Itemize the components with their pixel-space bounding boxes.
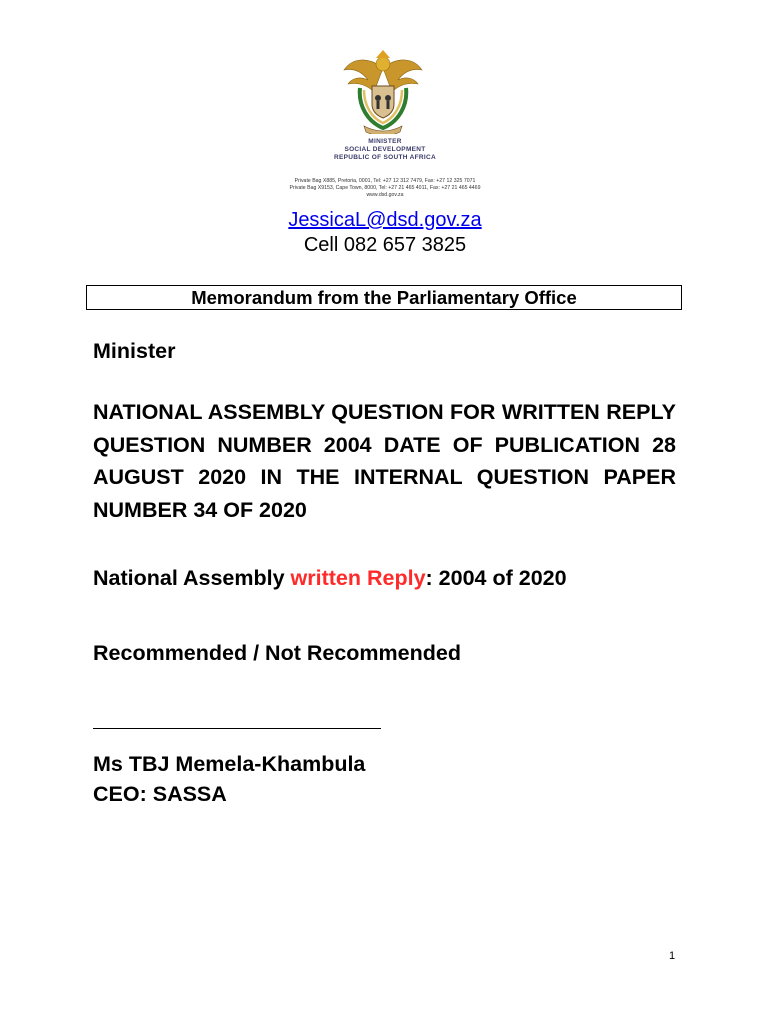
- dept-line-2: SOCIAL DEVELOPMENT: [344, 146, 426, 153]
- cell-number: Cell 082 657 3825: [303, 234, 467, 256]
- signature-line: [93, 728, 381, 729]
- reply-prefix: National Assembly: [93, 566, 291, 590]
- signatory-name: Ms TBJ Memela-Khambula: [93, 752, 366, 776]
- coat-of-arms-icon: [338, 48, 428, 134]
- addressee: Minister: [93, 339, 176, 363]
- dept-line-1: MINISTER: [368, 138, 402, 145]
- address-block: [0, 178, 770, 199]
- reply-suffix: : 2004 of 2020: [425, 566, 567, 590]
- email-link[interactable]: JessicaL@dsd.gov.za: [288, 209, 482, 231]
- website: www.dsd.gov.za: [366, 192, 404, 198]
- department-name: [0, 138, 770, 162]
- address-line-1: Private Bag X885, Pretoria, 0001, Tel: +27 12 312 7479, Fax: +27 12 325 7071: [294, 178, 476, 184]
- question-heading: NATIONAL ASSEMBLY QUESTION FOR WRITTEN REPLY QUESTION NUMBER 2004 DATE OF PUBLICATION 28 AUGUST 2020 IN THE INTERNAL QUESTION PAPER NUMBER 34 OF 2020: [93, 400, 676, 522]
- signatory-title: CEO: SASSA: [93, 782, 227, 806]
- dept-line-3: REPUBLIC OF SOUTH AFRICA: [334, 154, 436, 161]
- reply-line: [93, 566, 567, 591]
- reply-highlight: written Reply: [290, 566, 426, 590]
- page-number: 1: [669, 950, 676, 962]
- recommendation: Recommended / Not Recommended: [93, 641, 461, 665]
- address-line-2: Private Bag X9153, Cape Town, 8000, Tel: +27 21 465 4011, Fax: +27 21 465 4469: [289, 185, 481, 191]
- memo-title-box: Memorandum from the Parliamentary Office: [86, 285, 682, 310]
- contact-block: [0, 208, 770, 258]
